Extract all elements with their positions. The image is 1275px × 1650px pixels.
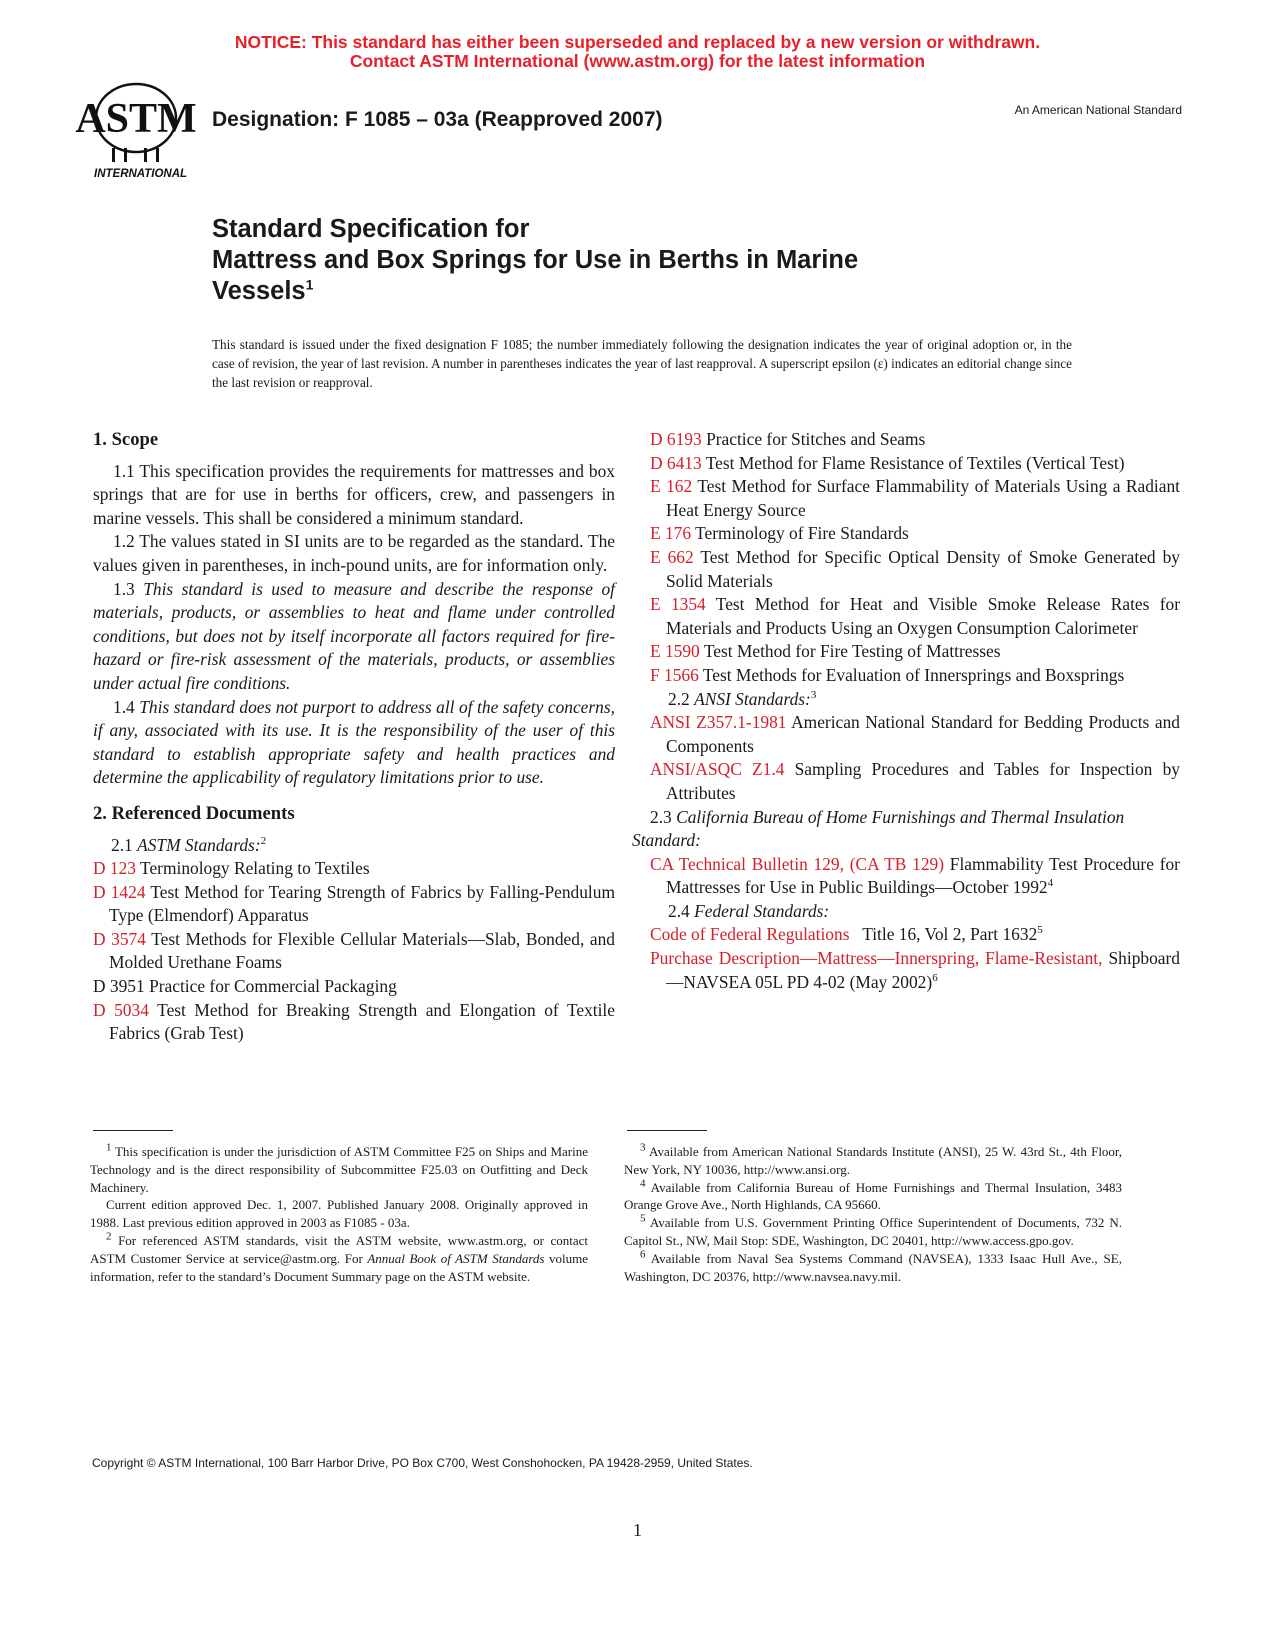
referenced-heading: 2. Referenced Documents [93, 802, 295, 824]
svg-text:ASTM: ASTM [75, 96, 197, 142]
reference-item [650, 758, 1180, 805]
reference-code[interactable]: E 1590 [650, 641, 700, 662]
logo-text: INTERNATIONAL [94, 168, 188, 180]
footnote-rule-left [93, 1130, 173, 1131]
cal-ref-sup: 4 [1047, 877, 1054, 890]
scope-1-3 [93, 578, 615, 696]
reference-item [650, 664, 1180, 688]
reference-code[interactable]: E 1354 [650, 594, 706, 615]
reference-code[interactable]: E 176 [650, 523, 692, 544]
ansi-standards-label [650, 688, 1180, 712]
scope-1-4 [93, 696, 615, 790]
ansi-sup: 3 [810, 688, 817, 701]
fn2-text-a: For referenced ASTM standards, visit the ASTM website, www.astm.org, or contact ASTM Customer Service at service@astm.org. For [90, 1232, 588, 1266]
notice-line-1: NOTICE: This standard has either been superseded and replaced by a new version or withdrawn. [234, 32, 1041, 52]
scope-1-3-num: 1.3 [113, 578, 135, 599]
right-column [632, 428, 1180, 994]
reference-title: Test Method for Heat and Visible Smoke Release Rates for Materials and Products Using an Oxygen Consumption Calorimeter [666, 594, 1180, 638]
astm-label: ASTM Standards: [137, 834, 261, 855]
scope-1-1: 1.1 This specification provides the requirements for mattresses and box springs that are for use in berths for officers, crew, and passengers in marine vessels. This shall be considered a minimum standard. [93, 460, 615, 528]
fed-num: 2.4 [668, 900, 690, 921]
fed-ref-1-link[interactable]: Code of Federal Regulations [650, 924, 850, 945]
reference-title: Test Methods for Evaluation of Innersprings and Boxsprings [702, 664, 1125, 685]
fn5-text: Available from U.S. Government Printing Office Superintendent of Documents, 732 N. Capitol St., NW, Mail Stop: SDE, Washington, DC 20401, http://www.access.gpo.gov. [624, 1215, 1122, 1248]
reference-item [650, 546, 1180, 593]
american-national-standard: An American National Standard [1014, 103, 1182, 117]
reference-code[interactable]: D 3574 [93, 928, 146, 949]
fn6-text: Available from Naval Sea Systems Command (NAVSEA), 1333 Isaac Hull Ave., SE, Washington, DC 20376, http://www.navsea.navy.mil. [624, 1250, 1122, 1284]
scope-heading: 1. Scope [93, 429, 159, 450]
footnotes-left [90, 1143, 588, 1285]
scope-1-4-text: This standard does not purport to address all of the safety concerns, if any, associated with its use. It is the responsibility of the user of this standard to establish appropriate safety and health practices and determine the applicability of regulatory limitations prior to use. [93, 696, 615, 788]
reference-code[interactable]: D 6413 [650, 452, 702, 473]
reference-item [650, 711, 1180, 758]
reference-title: Test Method for Fire Testing of Mattresses [703, 641, 1001, 662]
fn2-italic: Annual Book of ASTM Standards [367, 1250, 545, 1266]
footnote-rule-right [627, 1130, 707, 1131]
left-column [93, 428, 615, 1046]
scope-1-2: 1.2 The values stated in SI units are to be regarded as the standard. The values given in parentheses, in inch-pound units, are for information only. [93, 531, 615, 575]
footnotes-right [624, 1143, 1122, 1285]
ansi-num: 2.2 [668, 688, 690, 709]
fed-ref-2-link[interactable]: Purchase Description—Mattress—Innerspring, Flame-Resistant, [650, 948, 1103, 969]
title-line-2: Mattress and Box Springs for Use in Berths in Marine [212, 246, 859, 274]
astm-standards-label [93, 834, 615, 858]
reference-item [93, 857, 615, 881]
reference-item [93, 975, 615, 999]
reference-code: D 3951 [93, 976, 145, 997]
federal-label [650, 900, 1180, 924]
fed-ref-1 [650, 923, 1180, 947]
page-number: 1 [633, 1520, 642, 1540]
reference-item [650, 640, 1180, 664]
astm-sup: 2 [260, 834, 267, 847]
footnote-4 [624, 1179, 1122, 1215]
document-title [212, 214, 858, 307]
reference-code[interactable]: ANSI/ASQC Z1.4 [650, 759, 785, 780]
reference-code[interactable]: D 1424 [93, 881, 146, 902]
fn1-text: This specification is under the jurisdiction of ASTM Committee F25 on Ships and Marine Technology and is the direct responsibility of Subcommittee F25.03 on Outfitting and Deck Machinery. [90, 1144, 588, 1195]
reference-item [650, 428, 1180, 452]
reference-title: Terminology of Fire Standards [695, 523, 909, 544]
fn3-mark: 3 [640, 1141, 646, 1154]
reference-code[interactable]: D 5034 [93, 999, 149, 1020]
reference-code[interactable]: ANSI Z357.1-1981 [650, 712, 787, 733]
cal-ref-text: Flammability Test Procedure for Mattresses for Use in Public Buildings—October 1992 [666, 853, 1180, 898]
reference-title: Test Method for Surface Flammability of Materials Using a Radiant Heat Energy Source [666, 476, 1180, 520]
footnote-1 [90, 1143, 588, 1196]
footnote-3 [624, 1143, 1122, 1179]
fn1-mark: 1 [106, 1141, 112, 1154]
astm-logo-icon [75, 82, 197, 182]
fed-ref-2-sup: 6 [932, 971, 938, 984]
astm-refs-left [93, 857, 615, 1046]
reference-code[interactable]: E 162 [650, 476, 693, 497]
fn2-mark: 2 [106, 1230, 112, 1243]
ansi-refs [650, 711, 1180, 805]
issued-note: This standard is issued under the fixed designation F 1085; the number immediately following the designation indicates the year of original adoption or, in the case of revision, the year of last revision. A number in parentheses indicates the year of last reapproval. A superscript epsilon (ε) indicates an editorial change since the last revision or reapproval. [212, 337, 1072, 390]
reference-title: Test Method for Specific Optical Density of Smoke Generated by Solid Materials [666, 546, 1180, 591]
title-line-3-text: Vessels [212, 277, 306, 305]
title-line-1: Standard Specification for [212, 215, 530, 243]
copyright: Copyright © ASTM International, 100 Barr Harbor Drive, PO Box C700, West Conshohocken, PA 19428-2959, United States. [92, 1456, 753, 1470]
reference-code[interactable]: D 6193 [650, 429, 702, 449]
designation: Designation: F 1085 – 03a (Reapproved 2007) [212, 108, 663, 131]
notice-banner [0, 33, 1275, 71]
astm-num: 2.1 [111, 834, 133, 855]
cal-ref-link[interactable]: CA Technical Bulletin 129, (CA TB 129) [650, 853, 945, 874]
reference-item [650, 452, 1180, 476]
cal-num: 2.3 [650, 806, 672, 827]
fn4-text: Available from California Bureau of Home Furnishings and Thermal Insulation, 3483 Orange Grove Ave., North Highlands, CA 95660. [624, 1179, 1122, 1213]
reference-code[interactable]: D 123 [93, 858, 136, 879]
reference-title: Practice for Stitches and Seams [706, 429, 926, 449]
ansi-label: ANSI Standards: [694, 688, 811, 709]
reference-item [93, 881, 615, 928]
fn4-mark: 4 [640, 1177, 646, 1190]
fn2-text-b: volume information, refer to the standard’s Document Summary page on the ASTM website. [90, 1250, 589, 1284]
fed-label: Federal Standards: [694, 900, 830, 921]
reference-title: American National Standard for Bedding Products and Components [666, 712, 1180, 756]
cal-label: California Bureau of Home Furnishings and Thermal Insulation Standard: [632, 806, 1125, 851]
reference-item [93, 999, 615, 1046]
astm-logo [75, 82, 197, 182]
fed-ref-1-text: Title 16, Vol 2, Part 1632 [862, 924, 1038, 945]
reference-title: Practice for Commercial Packaging [149, 976, 397, 997]
reference-title: Test Method for Flame Resistance of Textiles (Vertical Test) [705, 452, 1125, 473]
reference-title: Sampling Procedures and Tables for Inspection by Attributes [666, 759, 1180, 803]
reference-title: Test Method for Breaking Strength and Elongation of Textile Fabrics (Grab Test) [109, 999, 615, 1044]
reference-code[interactable]: F 1566 [650, 664, 699, 685]
reference-item [650, 475, 1180, 522]
reference-code[interactable]: E 662 [650, 546, 694, 567]
cal-ref [650, 853, 1180, 900]
fed-ref-1-sup: 5 [1037, 924, 1043, 937]
fed-ref-2-text: Shipboard—NAVSEA 05L PD 4-02 (May 2002) [666, 948, 1180, 992]
scope-1-4-num: 1.4 [113, 696, 135, 717]
footnote-2 [90, 1232, 588, 1285]
scope-1-3-text: This standard is used to measure and describe the response of materials, products, or assemblies to heat and flame under controlled conditions, but does not by itself incorporate all factors required for fire-hazard or fire-risk assessment of the materials, products, or assemblies under actual fire conditions. [93, 578, 615, 693]
reference-title: Terminology Relating to Textiles [140, 858, 370, 879]
footnote-5 [624, 1214, 1122, 1250]
reference-title: Test Method for Tearing Strength of Fabrics by Falling-Pendulum Type (Elmendorf) Apparatus [109, 881, 615, 926]
reference-item [650, 522, 1180, 546]
reference-item [93, 928, 615, 975]
astm-refs-right [650, 428, 1180, 688]
reference-title: Test Methods for Flexible Cellular Materials—Slab, Bonded, and Molded Urethane Foams [109, 928, 615, 973]
notice-line-2: Contact ASTM International (www.astm.org) for the latest information [349, 51, 926, 71]
title-footnote-mark: 1 [305, 276, 314, 293]
fed-ref-2 [650, 947, 1180, 994]
footnote-1b: Current edition approved Dec. 1, 2007. Published January 2008. Originally approved in 1988. Last previous edition approved in 2003 as F1085 - 03a. [90, 1197, 588, 1231]
california-label [632, 806, 1180, 853]
title-line-3 [212, 276, 858, 307]
fn6-mark: 6 [640, 1248, 646, 1261]
reference-item [650, 593, 1180, 640]
footnote-6 [624, 1250, 1122, 1286]
fn5-mark: 5 [640, 1212, 646, 1225]
fn3-text: Available from American National Standards Institute (ANSI), 25 W. 43rd St., 4th Floor, New York, NY 10036, http://www.ansi.org. [624, 1144, 1122, 1177]
